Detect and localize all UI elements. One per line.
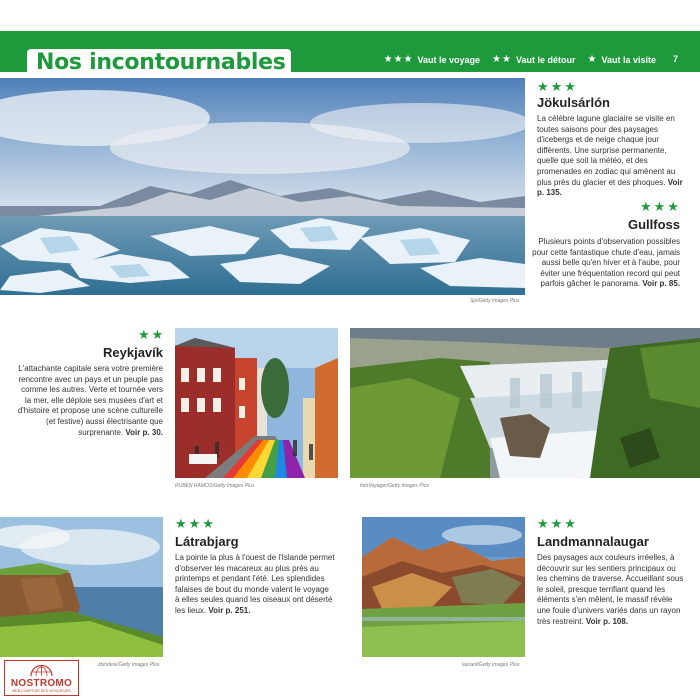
place-title: Landmannalaugar <box>537 534 649 549</box>
rating-stars: ★★★ <box>640 199 681 214</box>
place-title: Látrabjarg <box>175 534 239 549</box>
star-legend <box>384 54 656 65</box>
description-text: Des paysages aux couleurs irréelles, à découvrir sur les sentiers principaux ou les chemins de traverse. Accueillant sous le soleil, presque terrifiant quand les éléments s'en mêlent, le massif révèle une foule d'univers variés dans un rayon très restreint. <box>537 553 684 626</box>
globe-icon <box>29 662 54 677</box>
description-text: La célèbre lagune glaciaire se visite en toutes saisons pour des paysages d'icebergs et de neige chaque jour différents. Une surprise permanente, quelle que soit la météo, et des promenades en zodiac qui amènent au plus près du glacier et des phoques. <box>537 114 676 187</box>
reykjavik-photo <box>175 328 338 478</box>
landmannalaugar-photo <box>362 517 525 657</box>
photo-credit: fotoVoyager/Getty Images Plus <box>360 483 430 489</box>
star-icon: ★ <box>587 54 598 65</box>
description-text: L'attachante capitale sera votre première rencontre avec un pays et un peuple pas comme les autres. Verte et tournée vers la mer, elle déploie ses musées d'art et d'histoire et propose une scène culturelle (et festive) aussi électrisante que surprenante. <box>17 364 163 437</box>
place-description <box>537 553 687 627</box>
page-title: Nos incontournables <box>36 50 286 75</box>
place-description <box>14 364 163 438</box>
rating-stars: ★★★ <box>175 516 216 531</box>
jokulsarlon-photo <box>0 78 525 295</box>
rating-stars: ★★★ <box>537 79 578 94</box>
page-reference: Voir p. 251. <box>208 605 251 615</box>
page-reference: Voir p. 135. <box>537 177 683 198</box>
legend-item-2 <box>492 54 575 65</box>
place-title: Gullfoss <box>627 217 680 232</box>
rating-stars: ★★ <box>138 327 166 342</box>
page-reference: Voir p. 30. <box>125 427 163 437</box>
legend-label: Vaut la visite <box>601 54 656 65</box>
description-text: Plusieurs points d'observation possibles pour cette fantastique chute d'eau, jamais aussi belle qu'en hiver et à l'aube, pour éviter une fréquentation record qui peut parfois gâcher le panorama. <box>532 237 680 289</box>
photo-credit: Sjo/Getty Images Plus <box>470 298 520 304</box>
photo-credit: lauranf/Getty Images Plus <box>462 662 520 668</box>
nostromo-logo <box>4 660 79 696</box>
legend-label: Vaut le détour <box>515 54 576 65</box>
description-text: La pointe la plus à l'ouest de l'Islande permet d'observer les macareux au plus près au printemps et pendant l'été. Les splendides falaises de bout du monde valent le voyage à elles seules quand les oiseaux ont déserté les lieux. <box>175 553 335 615</box>
place-description <box>530 237 680 290</box>
page-number: 7 <box>672 54 678 64</box>
photo-credit: RUBEN RAMOS/Getty Images Plus <box>175 483 255 489</box>
rating-stars: ★★★ <box>537 516 578 531</box>
star-icon: ★★ <box>492 54 512 65</box>
page-reference: Voir p. 108. <box>585 616 629 626</box>
page-reference: Voir p. 85. <box>642 279 680 289</box>
logo-tagline: WEB COMPTOIR DES VOYAGEURS <box>12 689 71 693</box>
photo-credit: zbindere/Getty Images Plus <box>98 662 160 668</box>
legend-item-1 <box>588 54 657 65</box>
legend-label: Vaut le voyage <box>417 54 481 65</box>
place-description <box>175 553 335 617</box>
logo-name: NOSTROMO <box>10 678 73 689</box>
legend-item-3 <box>384 54 480 65</box>
place-title: Reykjavík <box>103 345 163 360</box>
star-icon: ★★★ <box>383 54 414 65</box>
latrabjarg-photo <box>0 517 163 657</box>
place-description <box>537 114 687 199</box>
place-title: Jökulsárlón <box>537 95 610 110</box>
gullfoss-photo <box>350 328 700 478</box>
